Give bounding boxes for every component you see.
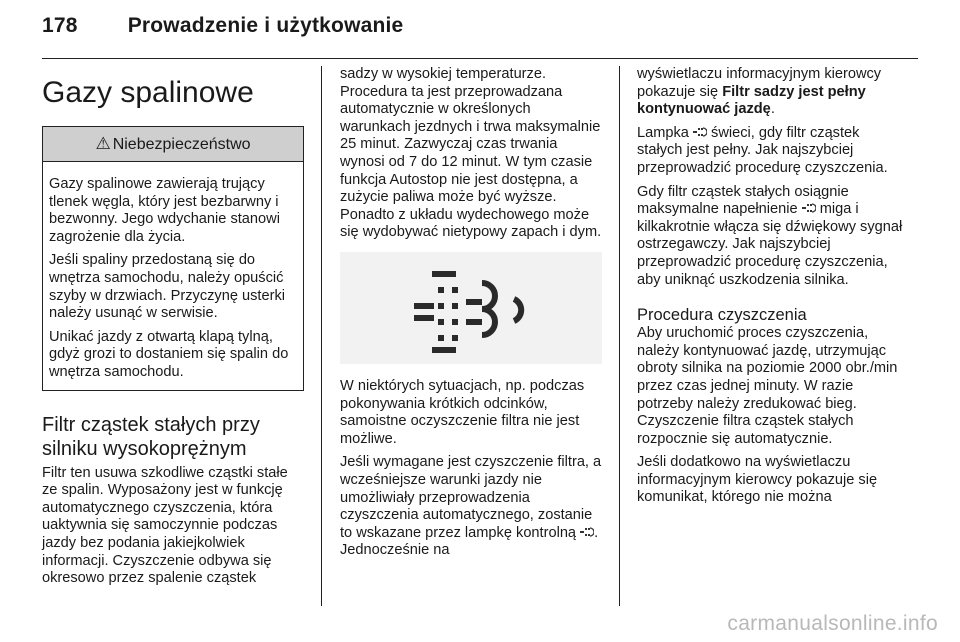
display-message: Filtr sadzy jest pełny kontynuować jazdę xyxy=(637,83,866,118)
page-title: Gazy spalinowe xyxy=(42,76,254,109)
section-title: Prowadzenie i użytkowanie xyxy=(127,14,404,37)
danger-box-body xyxy=(43,162,303,390)
text-run: . Jednocześnie na xyxy=(340,524,599,559)
column-2 xyxy=(340,66,602,566)
column-3 xyxy=(637,66,907,513)
danger-paragraph: Unikać jazdy z otwartą klapą tylną, gdyż grozi to dostaniem się spalin do wnętrza samochodu. xyxy=(49,328,289,380)
danger-box-header xyxy=(43,127,303,162)
page-header xyxy=(42,14,403,38)
text-run: świeci, gdy filtr cząstek stałych jest pełny. Jak najszybciej przeprowadzić procedurę czyszczenia. xyxy=(637,124,888,176)
column-1 xyxy=(42,66,304,594)
text-run: . xyxy=(770,101,775,118)
danger-paragraph: Jeśli spaliny przedostaną się do wnętrza samochodu, należy opuścić szyby w drzwiach. Przyczynę usterki należy usunąć w serwisie. xyxy=(49,252,285,322)
text-run: Gdy filtr cząstek stałych osiągnie maksymalne napełnienie xyxy=(637,183,849,218)
column-divider xyxy=(619,66,620,606)
body-paragraph: Aby uruchomić proces czyszczenia, należy kontynuować jazdę, utrzymując obroty silnika na poziomie 2000 obr./min przez czas jednej minuty. W razie potrzeby należy zredukować bieg. Czyszczenie filtra cząstek stałych rozpocznie się automatycznie. xyxy=(637,325,898,447)
body-paragraph: Jeśli dodatkowo na wyświetlaczu informacyjnym kierowcy pokazuje się komunikat, którego nie można xyxy=(637,454,878,506)
body-paragraph: sadzy w wysokiej temperaturze. Procedura ta jest przeprowadzana automatycznie w określonych warunkach jezdnych i trwa maksymalnie 25 minut. Zazwyczaj czas trwania wynosi od 7 do 12 minut. W tym czasie funkcja Autostop nie jest dostępna, a zużycie paliwa może być wyższe. Ponadto z układu wydechowego może się wydobywać nietypowy zapach i dym. xyxy=(340,66,602,241)
body-paragraph xyxy=(637,66,907,119)
filter-warning-lamp-icon xyxy=(693,126,707,138)
filter-warning-lamp-icon xyxy=(802,202,816,214)
text-run: miga i kilkakrotnie włącza się dźwiękowy sygnał ostrzegawczy. Jak najszybciej przeprowadzić procedurę czyszczenia, aby uniknąć uszkodzenia silnika. xyxy=(637,201,903,288)
text-run: wyświetlaczu informacyjnym kierowcy pokazuje się xyxy=(637,66,882,100)
particle-filter-icon xyxy=(406,263,536,353)
text-run: Lampka xyxy=(637,124,693,141)
watermark: carmanualsonline.info xyxy=(727,612,938,635)
subsection-heading: Procedura czyszczenia xyxy=(637,306,807,325)
header-rule xyxy=(42,58,918,59)
warning-triangle-icon: ⚠ xyxy=(95,134,111,153)
body-paragraph xyxy=(340,454,602,560)
body-paragraph: Filtr ten usuwa szkodliwe cząstki stałe ze spalin. Wyposażony jest w funkcję automatycznego czyszczenia, która uaktywnia się samoczynnie podczas jazdy bez podania jakiejkolwiek informacji. Czyszczenie odbywa się okresowo przez spalenie cząstek xyxy=(42,464,288,587)
danger-paragraph: Gazy spalinowe zawierają trujący tlenek węgla, który jest bezbarwny i bezwonny. Jego wdychanie stanowi zagrożenie dla życia. xyxy=(49,176,280,245)
column-divider xyxy=(321,66,322,606)
section-heading: Filtr cząstek stałych przy silniku wysokoprężnym xyxy=(42,413,260,460)
body-paragraph xyxy=(637,125,907,178)
danger-box xyxy=(42,126,304,391)
page-number: 178 xyxy=(42,14,78,37)
filter-warning-lamp-icon xyxy=(580,526,594,538)
body-paragraph: W niektórych sytuacjach, np. podczas pokonywania krótkich odcinków, samoistne oczyszczenie filtra nie jest możliwe. xyxy=(340,377,585,447)
body-paragraph xyxy=(637,184,907,290)
particle-filter-figure xyxy=(340,252,602,364)
text-run: Jeśli wymagane jest czyszczenie filtra, a wcześniejsze warunki jazdy nie umożliwiały przeprowadzenia czyszczenia automatycznego, zostanie to wskazane przez lampkę kontrolną xyxy=(340,454,602,541)
danger-box-title: Niebezpieczeństwo xyxy=(112,136,251,153)
